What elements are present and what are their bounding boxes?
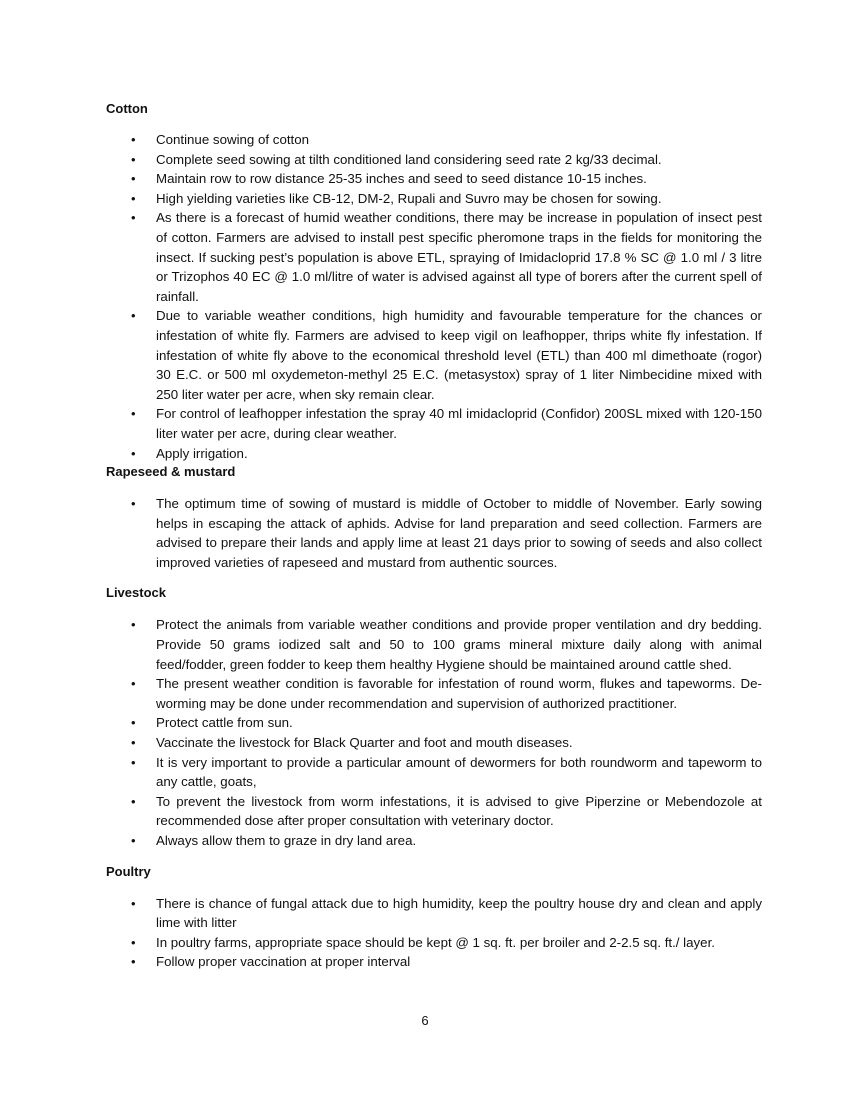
- list-item: • Always allow them to graze in dry land area.: [106, 831, 762, 851]
- list-item: • In poultry farms, appropriate space should be kept @ 1 sq. ft. per broiler and 2-2.5 sq. ft./ layer.: [106, 933, 762, 953]
- cotton-list: [106, 130, 762, 463]
- list-item: • Continue sowing of cotton: [106, 130, 762, 150]
- list-item: • There is chance of fungal attack due to high humidity, keep the poultry house dry and clean and apply lime with litter: [106, 894, 762, 933]
- list-item: • Apply irrigation.: [106, 444, 762, 464]
- list-item: • Due to variable weather conditions, high humidity and favourable temperature for the chances or infestation of white fly. Farmers are advised to keep vigil on leafhopper, thrips white fly infestation. If infestation of white fly above to the economical threshold level (ETL) than 400 ml dimethoate (rogor) 30 E.C. or 500 ml oxydemeton-methyl 25 E.C. (metasystox) spray of 1 liter Nimbecidine mixed with 250 liter water per acre, when sky remain clear.: [106, 306, 762, 404]
- list-item: • Vaccinate the livestock for Black Quarter and foot and mouth diseases.: [106, 733, 762, 753]
- list-item: • The present weather condition is favorable for infestation of round worm, flukes and tapeworms. De-worming may be done under recommendation and supervision of authorized practitioner.: [106, 674, 762, 713]
- list-item: • For control of leafhopper infestation the spray 40 ml imidacloprid (Confidor) 200SL mixed with 120-150 liter water per acre, during clear weather.: [106, 404, 762, 443]
- list-item: • Protect the animals from variable weather conditions and provide proper ventilation and dry bedding. Provide 50 grams iodized salt and 50 to 100 grams mineral mixture daily along with animal feed/fodder, green fodder to keep them healthy Hygiene should be maintained around cattle shed.: [106, 615, 762, 674]
- poultry-heading: Poultry: [106, 863, 151, 879]
- list-item: • Maintain row to row distance 25-35 inches and seed to seed distance 10-15 inches.: [106, 169, 762, 189]
- list-item: • Complete seed sowing at tilth conditioned land considering seed rate 2 kg/33 decimal.: [106, 150, 762, 170]
- poultry-list: [106, 894, 762, 972]
- list-item: • As there is a forecast of humid weather conditions, there may be increase in population of insect pest of cotton. Farmers are advised to install pest specific pheromone traps in the fields for monitoring the insect. If sucking pest’s population is above ETL, spraying of Imidacloprid 17.8 % SC @ 1.0 ml / 3 litre or Trizophos 40 EC @ 1.0 ml/litre of water is advised against all type of borers after the current spell of rainfall.: [106, 208, 762, 306]
- rapeseed-list: [106, 494, 762, 572]
- list-item: • High yielding varieties like CB-12, DM-2, Rupali and Suvro may be chosen for sowing.: [106, 189, 762, 209]
- list-item: • Protect cattle from sun.: [106, 713, 762, 733]
- list-item: • The optimum time of sowing of mustard is middle of October to middle of November. Early sowing helps in escaping the attack of aphids. Advise for land preparation and seed collection. Farmers are advised to prepare their lands and apply lime at least 21 days prior to sowing of seeds and also collect improved varieties of rapeseed and mustard from authentic sources.: [106, 494, 762, 572]
- cotton-heading: Cotton: [106, 101, 148, 116]
- list-item: • To prevent the livestock from worm infestations, it is advised to give Piperzine or Mebendozole at recommended dose after proper consultation with veterinary doctor.: [106, 792, 762, 831]
- livestock-heading: Livestock: [106, 585, 166, 601]
- list-item: • Follow proper vaccination at proper interval: [106, 952, 762, 972]
- page-number: 6: [421, 1013, 429, 1028]
- list-item: • It is very important to provide a particular amount of dewormers for both roundworm and tapeworm to any cattle, goats,: [106, 753, 762, 792]
- livestock-list: [106, 615, 762, 850]
- document-page: [106, 100, 762, 972]
- rapeseed-heading: Rapeseed & mustard: [106, 464, 236, 480]
